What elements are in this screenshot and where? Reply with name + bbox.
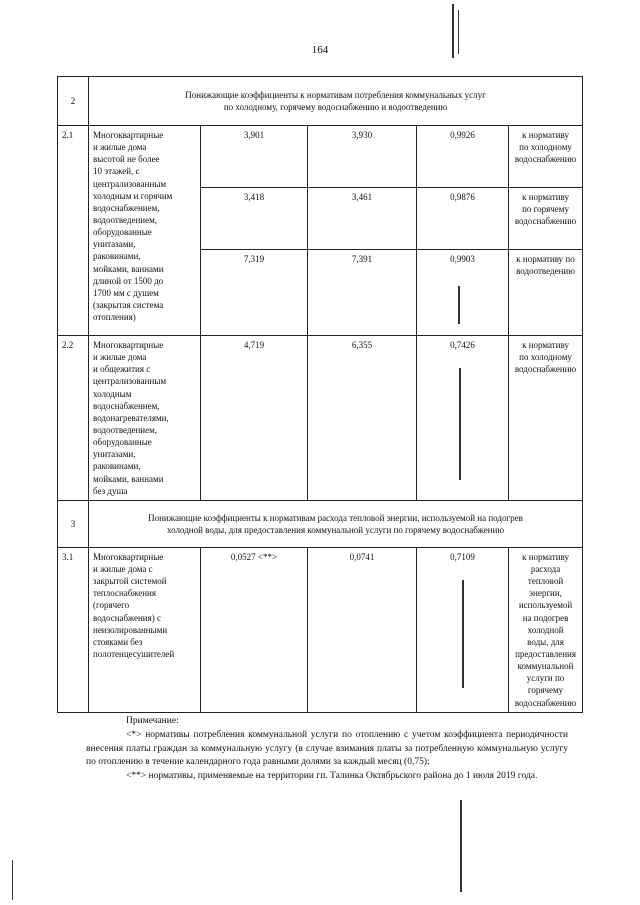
section-3-title-line2: холодной воды, для предоставления коммунальной услуги по горячему водоснабжению [166, 524, 505, 535]
section-2-title-line2: по холодному, горячему водоснабжению и водоотведению [223, 102, 448, 112]
coefficient-cell: 0,9903 [417, 250, 509, 336]
unit-line: на подогрев [522, 612, 569, 623]
note-2: <**> нормативы, применяемые на территории гп. Талинка Октябрьского района до 1 июля 2019 года. [126, 771, 538, 782]
desc-line: раковинами, [93, 251, 141, 262]
unit-line: услуги по [526, 673, 565, 684]
desc-line: холодным [93, 388, 132, 399]
desc-line: 1700 мм с душем [93, 287, 159, 298]
row-number: 3.1 [58, 547, 89, 712]
desc-line: водоотведением, [93, 214, 158, 225]
desc-line: отопления) [93, 312, 136, 323]
unit-line: предоставления [515, 648, 576, 659]
desc-line: без душа [93, 485, 128, 496]
value-cell: 7,391 [308, 250, 417, 336]
scan-artifact [12, 860, 13, 900]
desc-line: и жилые дома [93, 352, 147, 363]
coefficient-cell: 0,9926 [417, 126, 509, 188]
desc-line: Многоквартирные [93, 340, 164, 350]
scan-artifact [452, 4, 454, 58]
notes-block [86, 715, 568, 784]
coefficient-cell: 0,9876 [417, 188, 509, 250]
unit-line: водоснабжению [514, 216, 577, 227]
desc-line: водонагревателями, [93, 412, 169, 423]
unit-line: коммунальной [517, 661, 574, 672]
unit-cell [509, 188, 583, 250]
unit-line: используемой [518, 600, 573, 611]
unit-line: к нормативу по [516, 254, 575, 264]
row-number: 2.1 [58, 126, 89, 336]
section-2-number: 2 [58, 77, 89, 126]
desc-line: 10 этажей, с [93, 166, 140, 177]
desc-line: мойками, ваннами [93, 473, 164, 484]
section-2-header [58, 77, 583, 126]
desc-line: и общежития с [93, 364, 151, 375]
coefficient-cell: 0,7426 [417, 336, 509, 501]
desc-line: оборудованные [93, 437, 152, 448]
scan-artifact [459, 368, 461, 480]
desc-line: холодным и горячим [93, 190, 173, 201]
desc-line: централизованным [93, 376, 167, 387]
unit-line: водоснабжению [514, 154, 577, 165]
unit-line: к нормативу [522, 130, 569, 140]
notes-heading: Примечание: [126, 716, 179, 726]
page-number: 164 [311, 44, 329, 56]
desc-line: теплоснабжения [93, 588, 156, 599]
section-3-header [58, 500, 583, 547]
unit-line: по холодному [519, 142, 572, 153]
section-3-title-line1: Понижающие коэффициенты к нормативам расхода тепловой энергии, используемой на подогрев [148, 512, 523, 523]
section-2-title-line1: Понижающие коэффициенты к нормативам потребления коммунальных услуг [185, 89, 486, 100]
value-cell: 0,0527 <**> [201, 547, 308, 712]
desc-line: и жилые дома с [93, 563, 153, 574]
scan-artifact [460, 800, 462, 892]
unit-line: водоснабжению [514, 697, 577, 708]
table-row [58, 547, 583, 712]
unit-line: к нормативу [522, 192, 569, 202]
coefficients-table [57, 76, 583, 713]
value-cell: 0,0741 [308, 547, 417, 712]
desc-line: унитазами, [93, 239, 136, 250]
desc-line: централизованным [93, 178, 167, 189]
desc-line: раковинами, [93, 461, 141, 472]
desc-line: Многоквартирные [93, 130, 164, 140]
unit-line: к нормативу [522, 340, 569, 350]
row-description [89, 336, 201, 501]
scan-artifact [458, 10, 459, 54]
unit-line: водоснабжению [514, 364, 577, 375]
desc-line: водоотведением, [93, 424, 158, 435]
desc-line: водоснабжением, [93, 400, 160, 411]
unit-line: к нормативу [522, 551, 569, 562]
value-cell: 3,930 [308, 126, 417, 188]
desc-line: унитазами, [93, 449, 136, 460]
unit-cell [509, 250, 583, 336]
unit-line: расхода [530, 563, 561, 574]
desc-line: стояками без [93, 636, 143, 647]
desc-line: оборудованные [93, 227, 152, 238]
desc-line: и жилые дома [93, 142, 147, 153]
unit-cell [509, 547, 583, 712]
value-cell: 6,355 [308, 336, 417, 501]
table-row [58, 336, 583, 501]
desc-line: неизолированными [93, 624, 168, 635]
value-cell: 4,719 [201, 336, 308, 501]
section-3-number: 3 [58, 500, 89, 547]
scan-artifact [462, 580, 464, 688]
unit-cell [509, 336, 583, 501]
desc-line: полотенцесушителей [93, 648, 175, 659]
unit-line: горячему [527, 685, 564, 696]
value-cell: 7,319 [201, 250, 308, 336]
unit-line: холодной [527, 624, 564, 635]
coefficient-cell: 0,7109 [417, 547, 509, 712]
unit-line: по холодному [519, 352, 572, 363]
section-3-title [89, 500, 583, 547]
desc-line: высотой не более [93, 154, 160, 165]
unit-line: по горячему [522, 204, 569, 215]
row-description [89, 126, 201, 336]
desc-line: Многоквартирные [93, 551, 164, 562]
desc-line: водоснабжением, [93, 202, 160, 213]
row-number: 2.2 [58, 336, 89, 501]
section-2-title [89, 77, 583, 126]
unit-line: воды, для [527, 636, 564, 647]
unit-line: тепловой энергии, [527, 576, 564, 599]
value-cell: 3,418 [201, 188, 308, 250]
desc-line: (горячего [93, 600, 130, 611]
scan-artifact [458, 286, 460, 324]
desc-line: мойками, ваннами [93, 263, 164, 274]
value-cell: 3,461 [308, 188, 417, 250]
desc-line: водоснабжения) с [93, 612, 162, 623]
desc-line: длиной от 1500 до [93, 275, 164, 286]
desc-line: (закрытая система [93, 299, 164, 310]
table-row [58, 126, 583, 188]
unit-line: водоотведению [516, 266, 575, 277]
note-1: <*> нормативы потребления коммунальной услуги по отоплению с учетом коэффициента периодичности внесения платы граждан за коммунальную услугу (в случае взимания платы за потребленную коммунальную услугу по отоплению в течение календарного года равными долями за каждый месяц (0,75); [86, 729, 568, 768]
value-cell: 3,901 [201, 126, 308, 188]
unit-cell [509, 126, 583, 188]
row-description [89, 547, 201, 712]
desc-line: закрытой системой [93, 576, 167, 587]
